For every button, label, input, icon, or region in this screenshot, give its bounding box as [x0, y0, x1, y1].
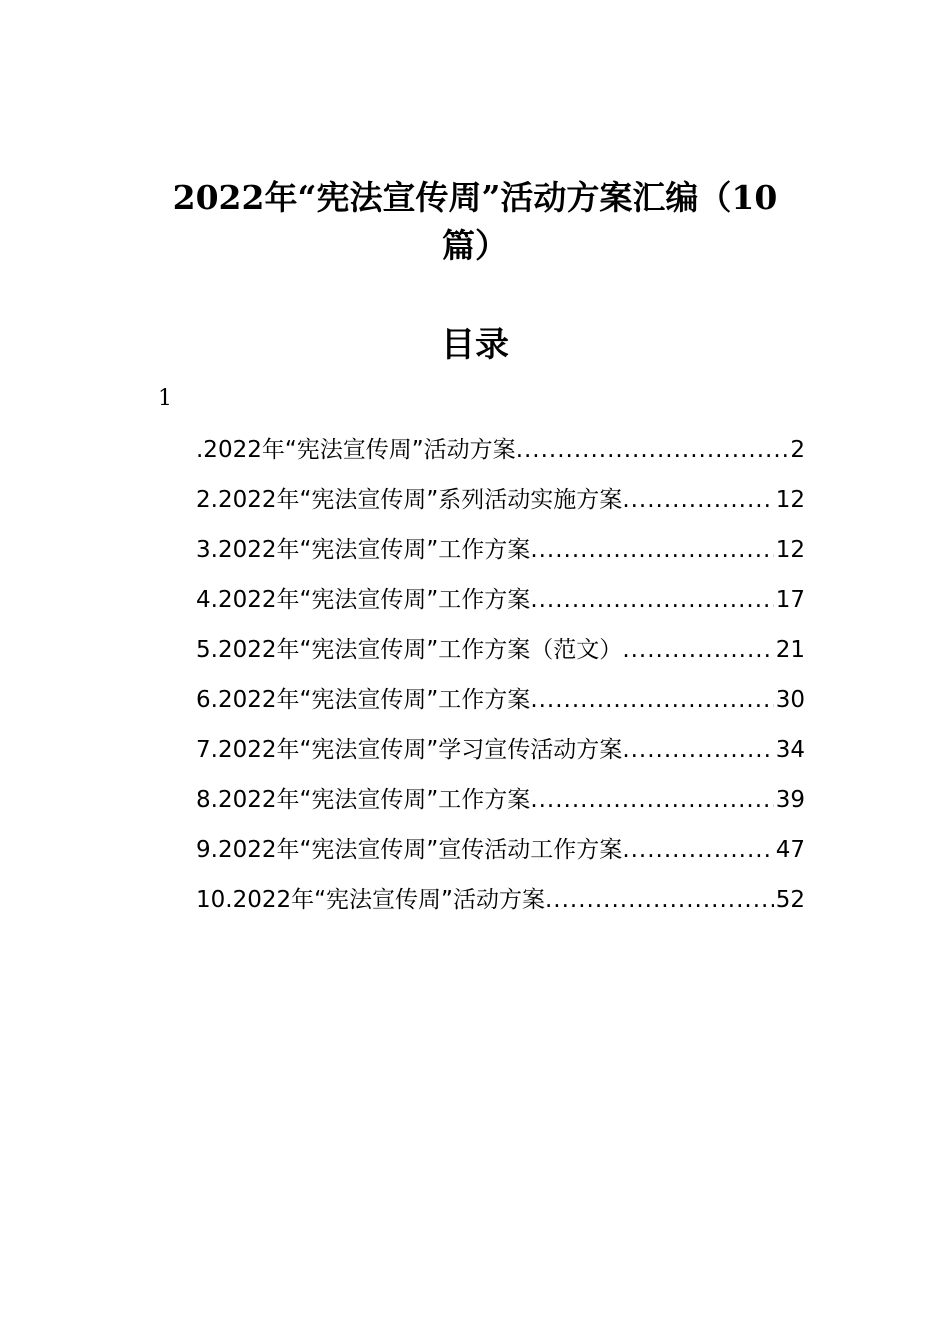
toc-entry-title: .2022年“宪法宣传周”活动方案 — [196, 437, 516, 463]
toc-entry-page: 30 — [775, 687, 805, 713]
toc-dot-leader — [622, 630, 773, 670]
toc-entry-4[interactable] — [196, 580, 805, 630]
toc-dot-leader — [530, 780, 773, 820]
toc-entry-title: 4.2022年“宪法宣传周”工作方案 — [196, 587, 531, 613]
document-title: 2022年“宪法宣传周”活动方案汇编（10篇） — [172, 178, 778, 265]
toc-dot-leader — [530, 680, 773, 720]
toc-dot-leader — [622, 480, 773, 520]
toc-entry-10[interactable] — [196, 880, 805, 930]
toc-entry-7[interactable] — [196, 730, 805, 780]
toc-entry-page: 12 — [775, 537, 805, 563]
toc-entry-9[interactable] — [196, 830, 805, 880]
toc-entry-title: 7.2022年“宪法宣传周”学习宣传活动方案 — [196, 737, 623, 763]
toc-entry-page: 39 — [775, 787, 805, 813]
toc-entry-page: 12 — [775, 487, 805, 513]
toc-entry-page: 17 — [775, 587, 805, 613]
toc-entry-8[interactable] — [196, 780, 805, 830]
toc-entry-5[interactable] — [196, 630, 805, 680]
toc-entry-1[interactable] — [196, 430, 805, 480]
toc-dot-leader — [530, 580, 773, 620]
toc-dot-leader — [545, 880, 774, 920]
toc-entry-page: 21 — [775, 637, 805, 663]
toc-entry-title: 5.2022年“宪法宣传周”工作方案（范文） — [196, 637, 623, 663]
toc-entry-title: 2.2022年“宪法宣传周”系列活动实施方案 — [196, 487, 623, 513]
toc-entry-3[interactable] — [196, 530, 805, 580]
toc-entry-2[interactable] — [196, 480, 805, 530]
toc-heading: 目录 — [441, 325, 509, 365]
toc-entry-title: 10.2022年“宪法宣传周”活动方案 — [196, 887, 545, 913]
toc-entry-6[interactable] — [196, 680, 805, 730]
toc-entry-title: 3.2022年“宪法宣传周”工作方案 — [196, 537, 531, 563]
toc-dot-leader — [516, 430, 789, 470]
toc-dot-leader — [622, 830, 773, 870]
toc-entry-page: 52 — [775, 887, 805, 913]
toc-dot-leader — [530, 530, 773, 570]
toc-dot-leader — [622, 730, 773, 770]
toc-entry-title: 8.2022年“宪法宣传周”工作方案 — [196, 787, 531, 813]
toc-entry-page: 47 — [775, 837, 805, 863]
toc-entry-title: 6.2022年“宪法宣传周”工作方案 — [196, 687, 531, 713]
toc-entry-page: 2 — [790, 437, 805, 463]
stray-number: 1 — [158, 386, 172, 411]
toc-entry-title: 9.2022年“宪法宣传周”宣传活动工作方案 — [196, 837, 623, 863]
toc-list — [196, 430, 805, 930]
toc-entry-page: 34 — [775, 737, 805, 763]
